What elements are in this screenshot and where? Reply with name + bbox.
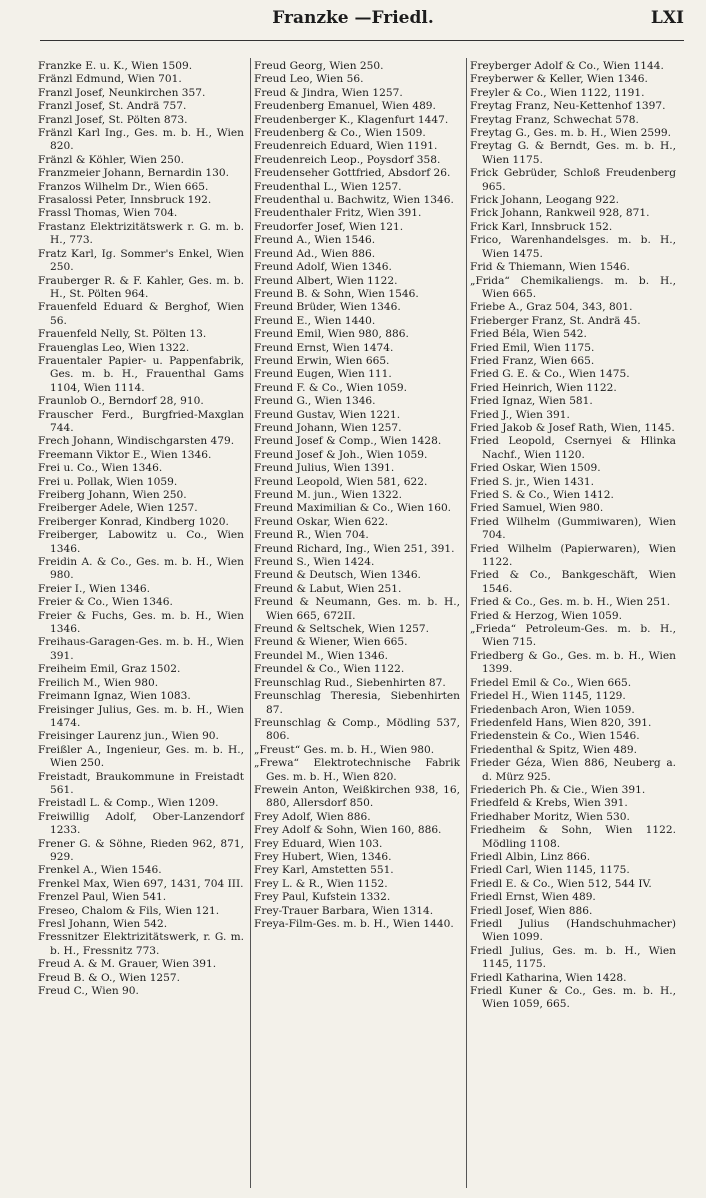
directory-entry: Freud & Jindra, Wien 1257. xyxy=(254,86,403,99)
directory-entry: Freund Julius, Wien 1391. xyxy=(254,462,395,475)
directory-entry: Frei u. Co., Wien 1346. xyxy=(38,462,163,475)
directory-entry: „Frieda“ Petroleum-Ges. m. b. H., Wien 715. xyxy=(470,623,676,649)
directory-entry: Freunschlag Rud., Siebenhirten 87. xyxy=(254,676,446,689)
directory-entry: Friedl Kuner & Co., Ges. m. b. H., Wien 1059, 665. xyxy=(470,985,676,1011)
page-number: LXI xyxy=(650,8,684,28)
directory-entry: Freund Gustav, Wien 1221. xyxy=(254,408,401,421)
directory-entry: Freudenreich Eduard, Wien 1191. xyxy=(254,140,438,153)
directory-entry: Frastanz Elektrizitätswerk r. G. m. b. H., 773. xyxy=(38,220,244,247)
directory-entry: Freund E., Wien 1440. xyxy=(254,314,376,327)
directory-entry: Frauenglas Leo, Wien 1322. xyxy=(38,341,190,354)
directory-entry: Frick Johann, Rankweil 928, 871. xyxy=(470,207,650,220)
directory-entry: Fränzl & Köhler, Wien 250. xyxy=(38,153,184,166)
directory-entry: Freudenseher Gottfried, Absdorf 26. xyxy=(254,167,451,180)
directory-entry: Friebe A., Graz 504, 343, 801. xyxy=(470,301,633,314)
directory-entry: Friedenbach Aron, Wien 1059. xyxy=(470,703,635,716)
directory-entry: „Frida“ Chemikaliengs. m. b. H., Wien 665. xyxy=(470,274,676,300)
directory-entry: Freyberger Adolf & Co., Wien 1144. xyxy=(470,60,664,72)
directory-entry: Fried S. & Co., Wien 1412. xyxy=(470,489,614,501)
directory-entry: Franzos Wilhelm Dr., Wien 665. xyxy=(38,180,209,193)
directory-entry: Frech Johann, Windischgarsten 479. xyxy=(38,435,235,448)
directory-entry: Freund & Wiener, Wien 665. xyxy=(254,636,408,649)
directory-entry: Freudenberger K., Klagenfurt 1447. xyxy=(254,113,449,126)
directory-entry: Freiberg Johann, Wien 250. xyxy=(38,489,187,501)
directory-entry: „Freust“ Ges. m. b. H., Wien 980. xyxy=(254,743,435,756)
directory-entry: Fränzl Edmund, Wien 701. xyxy=(38,73,182,86)
directory-entry: Franzmeier Johann, Bernardin 130. xyxy=(38,167,229,180)
directory-entry: Fried Emil, Wien 1175. xyxy=(470,341,595,354)
directory-entry: Frico, Warenhandelsges. m. b. H., Wien 1475. xyxy=(470,234,676,260)
directory-entry: Franzke E. u. K., Wien 1509. xyxy=(38,60,193,72)
directory-entry: Freudorfer Josef, Wien 121. xyxy=(254,220,404,233)
directory-entry: Freud C., Wien 90. xyxy=(38,985,139,998)
directory-entry: Freund Brüder, Wien 1346. xyxy=(254,301,401,314)
directory-entry: Frey L. & R., Wien 1152. xyxy=(254,877,388,890)
directory-entry: Frauenfeld Nelly, St. Pölten 13. xyxy=(38,328,207,341)
directory-entry: Freund Josef & Comp., Wien 1428. xyxy=(254,435,442,448)
header-rule xyxy=(40,40,684,41)
directory-entry: Freund Ad., Wien 886. xyxy=(254,247,376,260)
directory-entry: Freseo, Chalom & Fils, Wien 121. xyxy=(38,904,220,917)
directory-entry: Frieberger Franz, St. Andrä 45. xyxy=(470,314,641,327)
directory-entry: Frei u. Pollak, Wien 1059. xyxy=(38,475,178,488)
page-title: Franzke —Friedl. xyxy=(272,8,434,28)
directory-entry: Freudenberg Emanuel, Wien 489. xyxy=(254,100,436,113)
directory-entry: Frenkel A., Wien 1546. xyxy=(38,864,162,877)
directory-entry: Fried Heinrich, Wien 1122. xyxy=(470,381,617,394)
directory-entry: Freytag Franz, Schwechat 578. xyxy=(470,113,639,126)
directory-columns xyxy=(38,60,678,1190)
directory-entry: Freund F. & Co., Wien 1059. xyxy=(254,381,407,394)
directory-entry: Frey Adolf & Sohn, Wien 160, 886. xyxy=(254,824,442,837)
directory-entry: Friedl Katharina, Wien 1428. xyxy=(470,971,627,984)
directory-entry: Fried Ignaz, Wien 581. xyxy=(470,395,593,408)
directory-entry: Freund Erwin, Wien 665. xyxy=(254,354,390,367)
directory-entry: Freier & Fuchs, Ges. m. b. H., Wien 1346. xyxy=(38,609,244,636)
directory-entry: Fried S. jr., Wien 1431. xyxy=(470,475,594,488)
directory-entry: Freya-Film-Ges. m. b. H., Wien 1440. xyxy=(254,918,454,930)
directory-entry: Frauenfeld Eduard & Berghof, Wien 56. xyxy=(38,301,244,327)
directory-entry: Freihaus-Garagen-Ges. m. b. H., Wien 391. xyxy=(38,636,244,662)
directory-entry: Freund Richard, Ing., Wien 251, 391. xyxy=(254,542,455,555)
directory-entry: Frauentaler Papier- u. Pappenfabrik, Ges. m. b. H., Frauenthal Gams 1104, Wien 1114. xyxy=(38,354,244,394)
directory-entry: Fraunlob O., Berndorf 28, 910. xyxy=(38,395,204,408)
directory-entry: Freudenthaler Fritz, Wien 391. xyxy=(254,207,422,220)
directory-entry: Freudenberg & Co., Wien 1509. xyxy=(254,127,426,140)
directory-entry: Fresl Johann, Wien 542. xyxy=(38,918,168,930)
directory-entry: Friedl Julius (Handschuhmacher) Wien 1099. xyxy=(470,918,676,944)
directory-entry: Freier & Co., Wien 1346. xyxy=(38,596,173,609)
directory-entry: Freimann Ignaz, Wien 1083. xyxy=(38,690,191,703)
directory-entry: Frey Paul, Kufstein 1332. xyxy=(254,891,391,904)
directory-entry: Frenkel Max, Wien 697, 1431, 704 III. xyxy=(38,877,244,890)
directory-entry: Fried J., Wien 391. xyxy=(470,408,570,421)
directory-entry: Freud Leo, Wien 56. xyxy=(254,73,364,86)
directory-entry: Friedberg & Go., Ges. m. b. H., Wien 1399. xyxy=(470,649,676,676)
directory-entry: Freund R., Wien 704. xyxy=(254,529,369,542)
directory-entry: Frener G. & Söhne, Rieden 962, 871, 929. xyxy=(38,837,244,863)
directory-entry: Franzl Josef, St. Andrä 757. xyxy=(38,100,187,113)
directory-entry: Freiberger Adele, Wien 1257. xyxy=(38,502,198,515)
directory-entry: Frey Eduard, Wien 103. xyxy=(254,837,383,850)
directory-entry: Freyberwer & Keller, Wien 1346. xyxy=(470,73,648,86)
directory-entry: Freilich M., Wien 980. xyxy=(38,676,159,689)
directory-entry: Freistadt, Braukommune in Freistadt 561. xyxy=(38,770,244,796)
directory-entry: Freunschlag & Comp., Mödling 537, 806. xyxy=(254,716,460,743)
directory-entry: Frey Adolf, Wien 886. xyxy=(254,810,371,823)
directory-entry: Franzl Josef, Neunkirchen 357. xyxy=(38,86,206,99)
column-2 xyxy=(254,60,460,1190)
directory-entry: Fried Wilhelm (Papierwaren), Wien 1122. xyxy=(470,542,676,569)
directory-entry: Frid & Thiemann, Wien 1546. xyxy=(470,261,630,274)
directory-entry: Freidin A. & Co., Ges. m. b. H., Wien 980. xyxy=(38,556,244,582)
directory-entry: Freudenthal u. Bachwitz, Wien 1346. xyxy=(254,194,454,207)
directory-entry: Friedenfeld Hans, Wien 820, 391. xyxy=(470,716,652,729)
directory-entry: Friedhaber Moritz, Wien 530. xyxy=(470,810,630,823)
directory-entry: Friedl Ernst, Wien 489. xyxy=(470,891,596,904)
directory-entry: Frewein Anton, Weißkirchen 938, 16, 880, Allersdorf 850. xyxy=(254,783,460,810)
directory-entry: Freisinger Laurenz jun., Wien 90. xyxy=(38,730,219,743)
directory-entry: Fried Jakob & Josef Rath, Wien, 1145. xyxy=(470,421,675,434)
directory-entry: Friedenthal & Spitz, Wien 489. xyxy=(470,743,638,756)
directory-entry: Frasalossi Peter, Innsbruck 192. xyxy=(38,194,212,207)
directory-entry: Fried & Co., Bankgeschäft, Wien 1546. xyxy=(470,569,676,595)
directory-entry: Freier I., Wien 1346. xyxy=(38,582,150,595)
directory-entry: Freud B. & O., Wien 1257. xyxy=(38,971,181,984)
directory-entry: Friedel Emil & Co., Wien 665. xyxy=(470,676,632,689)
directory-entry: Freund S., Wien 1424. xyxy=(254,556,375,569)
directory-entry: Freund Oskar, Wien 622. xyxy=(254,515,389,528)
directory-entry: Fried Samuel, Wien 980. xyxy=(470,502,604,515)
directory-entry: Frauscher Ferd., Burgfried-Maxglan 744. xyxy=(38,408,244,434)
directory-entry: Freiheim Emil, Graz 1502. xyxy=(38,663,181,676)
directory-entry: Friedheim & Sohn, Wien 1122. Mödling 1108. xyxy=(470,824,676,850)
directory-entry: Freund A., Wien 1546. xyxy=(254,234,376,247)
directory-entry: Freund Adolf, Wien 1346. xyxy=(254,261,392,274)
directory-entry: Freund Ernst, Wien 1474. xyxy=(254,341,394,354)
directory-entry: Frey Hubert, Wien, 1346. xyxy=(254,850,392,863)
directory-entry: Franzl Josef, St. Pölten 873. xyxy=(38,113,188,126)
directory-entry: Frick Gebrüder, Schloß Freudenberg 965. xyxy=(470,167,676,193)
directory-entry: Freisinger Julius, Ges. m. b. H., Wien 1474. xyxy=(38,703,244,729)
directory-entry: Freytag G., Ges. m. b. H., Wien 2599. xyxy=(470,127,671,140)
directory-entry: Fried & Co., Ges. m. b. H., Wien 251. xyxy=(470,596,671,609)
directory-entry: Freudenthal L., Wien 1257. xyxy=(254,180,402,193)
directory-entry: Friedl Josef, Wien 886. xyxy=(470,904,593,917)
directory-entry: Freud A. & M. Grauer, Wien 391. xyxy=(38,958,217,971)
directory-entry: Friederich Ph. & Cie., Wien 391. xyxy=(470,783,646,796)
directory-entry: Freundel M., Wien 1346. xyxy=(254,649,388,662)
directory-entry: Freund B. & Sohn, Wien 1546. xyxy=(254,287,419,300)
directory-entry: Fratz Karl, Ig. Sommer's Enkel, Wien 250. xyxy=(38,247,244,274)
directory-entry: Fried Leopold, Csernyei & Hlinka Nachf., Wien 1120. xyxy=(470,435,676,461)
directory-entry: Fried Béla, Wien 542. xyxy=(470,328,587,341)
directory-entry: Freund G., Wien 1346. xyxy=(254,395,376,408)
directory-entry: „Frewa“ Elektrotechnische Fabrik Ges. m. b. H., Wien 820. xyxy=(254,757,460,783)
directory-entry: Frenzel Paul, Wien 541. xyxy=(38,891,167,904)
directory-entry: Freyler & Co., Wien 1122, 1191. xyxy=(470,86,645,99)
directory-entry: Freund Maximilian & Co., Wien 160. xyxy=(254,502,452,515)
directory-entry: Friedl Julius, Ges. m. b. H., Wien 1145, 1175. xyxy=(470,944,676,971)
directory-entry: Frick Karl, Innsbruck 152. xyxy=(470,220,613,233)
directory-entry: Freund Eugen, Wien 111. xyxy=(254,368,392,381)
directory-entry: Frey Karl, Amstetten 551. xyxy=(254,864,394,877)
directory-entry: Freund Johann, Wien 1257. xyxy=(254,421,402,434)
directory-entry: Freemann Viktor E., Wien 1346. xyxy=(38,448,212,461)
directory-entry: Friedenstein & Co., Wien 1546. xyxy=(470,730,640,743)
directory-entry: Freund & Neumann, Ges. m. b. H., Wien 665, 672II. xyxy=(254,596,460,622)
directory-entry: Fried Wilhelm (Gummiwaren), Wien 704. xyxy=(470,515,676,542)
directory-entry: Friedl Carl, Wien 1145, 1175. xyxy=(470,864,630,877)
directory-entry: Fränzl Karl Ing., Ges. m. b. H., Wien 820. xyxy=(38,127,244,153)
directory-entry: Friedl Albin, Linz 866. xyxy=(470,850,591,863)
directory-entry: Freistadl L. & Comp., Wien 1209. xyxy=(38,797,219,810)
directory-entry: Frick Johann, Leogang 922. xyxy=(470,194,620,207)
directory-entry: Fried & Herzog, Wien 1059. xyxy=(470,609,622,622)
directory-entry: Friedel H., Wien 1145, 1129. xyxy=(470,690,626,703)
directory-entry: Frassl Thomas, Wien 704. xyxy=(38,207,178,220)
directory-entry: Freud Georg, Wien 250. xyxy=(254,60,384,72)
directory-entry: Freund Albert, Wien 1122. xyxy=(254,274,398,287)
directory-entry: Friedfeld & Krebs, Wien 391. xyxy=(470,797,628,810)
directory-entry: Freund Emil, Wien 980, 886. xyxy=(254,328,409,341)
directory-entry: Freund Josef & Joh., Wien 1059. xyxy=(254,448,428,461)
directory-entry: Friedl E. & Co., Wien 512, 544 IV. xyxy=(470,877,652,890)
directory-entry: Freiberger, Labowitz u. Co., Wien 1346. xyxy=(38,529,244,555)
directory-entry: Fressnitzer Elektrizitätswerk, r. G. m. b. H., Fressnitz 773. xyxy=(38,931,244,957)
directory-entry: Frey-Trauer Barbara, Wien 1314. xyxy=(254,904,434,917)
directory-entry: Frauberger R. & F. Kahler, Ges. m. b. H., St. Pölten 964. xyxy=(38,274,244,300)
directory-entry: Freytag G. & Berndt, Ges. m. b. H., Wien 1175. xyxy=(470,140,676,166)
directory-entry: Fried Franz, Wien 665. xyxy=(470,354,595,367)
directory-entry: Freund & Deutsch, Wien 1346. xyxy=(254,569,421,582)
directory-entry: Freundel & Co., Wien 1122. xyxy=(254,663,405,676)
directory-entry: Freund M. jun., Wien 1322. xyxy=(254,489,402,501)
directory-entry: Freiwillig Adolf, Ober-Lanzendorf 1233. xyxy=(38,810,244,837)
directory-entry: Freiberger Konrad, Kindberg 1020. xyxy=(38,515,229,528)
column-3 xyxy=(470,60,676,1190)
directory-entry: Freunschlag Theresia, Siebenhirten 87. xyxy=(254,690,460,716)
directory-entry: Freytag Franz, Neu-Kettenhof 1397. xyxy=(470,100,666,113)
directory-entry: Frieder Géza, Wien 886, Neuberg a. d. Mürz 925. xyxy=(470,757,676,783)
directory-entry: Freißler A., Ingenieur, Ges. m. b. H., Wien 250. xyxy=(38,743,244,770)
directory-entry: Freudenreich Leop., Poysdorf 358. xyxy=(254,153,441,166)
column-1 xyxy=(38,60,244,1190)
directory-entry: Fried G. E. & Co., Wien 1475. xyxy=(470,368,630,381)
directory-entry: Freund & Seltschek, Wien 1257. xyxy=(254,623,429,636)
directory-entry: Fried Oskar, Wien 1509. xyxy=(470,462,601,475)
directory-entry: Freund & Labut, Wien 251. xyxy=(254,582,402,595)
directory-entry: Freund Leopold, Wien 581, 622. xyxy=(254,475,428,488)
